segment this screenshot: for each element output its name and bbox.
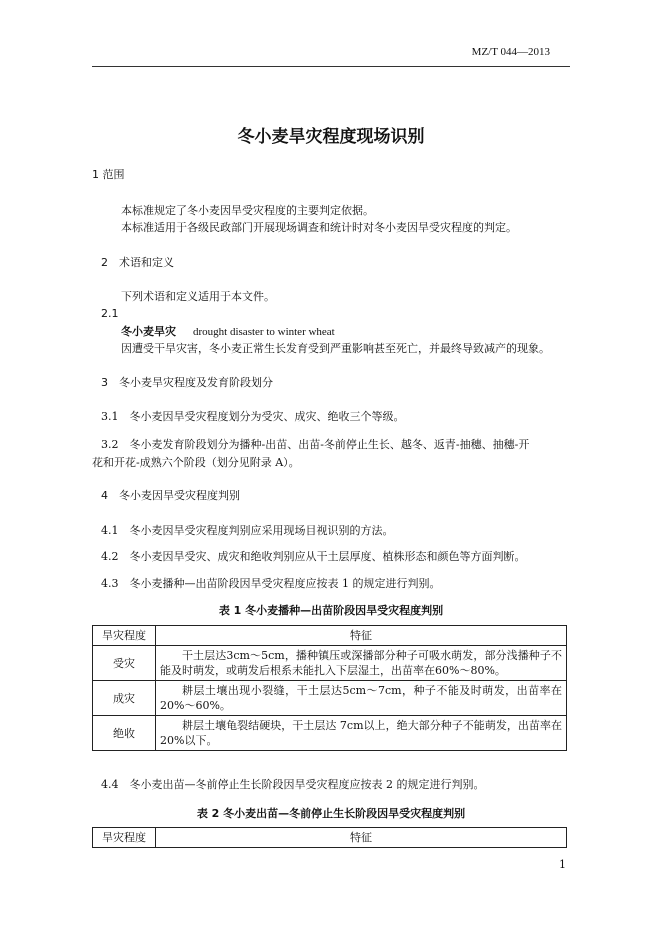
term-english: drought disaster to winter wheat	[193, 326, 335, 338]
clause-4-1: 4.1 冬小麦因旱受灾程度判别应采用现场目视识别的方法。	[101, 524, 394, 537]
table-row	[93, 646, 567, 681]
table-cell-feature: 干土层达3cm～5cm，播种镇压或深播部分种子可吸水萌发，部分浅播种子不能及时萌发，或萌发后根系未能扎入下层湿土，出苗率在60%～80%。	[156, 646, 567, 681]
table-2-col-feature: 特征	[156, 828, 567, 848]
standard-code: MZ/T 044—2013	[471, 46, 550, 58]
clause-4-3: 4.3 冬小麦播种—出苗阶段因旱受灾程度应按表 1 的规定进行判别。	[101, 577, 441, 590]
table-cell-feature: 耕层土壤出现小裂缝，干土层达5cm～7cm，种子不能及时萌发，出苗率在20%～60%。	[156, 681, 567, 716]
section-2-para-1: 下列术语和定义适用于本文件。	[121, 290, 275, 303]
table-1-header-row	[93, 626, 567, 646]
table-cell-feature: 耕层土壤龟裂结硬块，干土层达 7cm以上，绝大部分种子不能萌发，出苗率在20%以下。	[156, 716, 567, 751]
term-definition: 因遭受干旱灾害，冬小麦正常生长发育受到严重影响甚至死亡，并最终导致减产的现象。	[121, 342, 550, 355]
page-number: 1	[559, 858, 566, 871]
section-3-heading: 3 冬小麦旱灾程度及发育阶段划分	[101, 376, 273, 389]
clause-4-2: 4.2 冬小麦因旱受灾、成灾和绝收判别应从干土层厚度、植株形态和颜色等方面判断。	[101, 550, 526, 563]
clause-3-2-line-2: 花和开花-成熟六个阶段（划分见附录 A）。	[92, 456, 300, 469]
section-4-heading: 4 冬小麦因旱受灾程度判别	[101, 489, 240, 502]
table-2-header-row	[93, 828, 567, 848]
table-1-col-level: 旱灾程度	[93, 626, 156, 646]
table-1-col-feature: 特征	[156, 626, 567, 646]
table-2-caption: 表 2 冬小麦出苗—冬前停止生长阶段因旱受灾程度判别	[196, 807, 466, 820]
clause-3-2-line-1: 3.2 冬小麦发育阶段划分为播种-出苗、出苗-冬前停止生长、越冬、返青-抽穗、抽穗-开	[101, 438, 530, 451]
document-title: 冬小麦旱灾程度现场识别	[237, 127, 425, 147]
clause-3-1: 3.1 冬小麦因旱受灾程度划分为受灾、成灾、绝收三个等级。	[101, 410, 405, 423]
table-2-col-level: 旱灾程度	[93, 828, 156, 848]
clause-2-1-number: 2.1	[101, 307, 119, 320]
table-cell-level: 绝收	[93, 716, 156, 751]
section-2-heading: 2 术语和定义	[101, 256, 174, 269]
clause-4-4: 4.4 冬小麦出苗—冬前停止生长阶段因旱受灾程度应按表 2 的规定进行判别。	[101, 778, 485, 791]
section-1-heading: 1 范围	[92, 168, 125, 181]
term-name: 冬小麦旱灾	[121, 325, 176, 338]
table-cell-level: 受灾	[93, 646, 156, 681]
table-row	[93, 681, 567, 716]
table-2	[92, 827, 567, 848]
section-1-para-2: 本标准适用于各级民政部门开展现场调查和统计时对冬小麦因旱受灾程度的判定。	[121, 221, 517, 234]
table-cell-level: 成灾	[93, 681, 156, 716]
table-1	[92, 625, 567, 751]
section-1-para-1: 本标准规定了冬小麦因旱受灾程度的主要判定依据。	[121, 204, 374, 217]
header-rule	[92, 66, 570, 67]
table-row	[93, 716, 567, 751]
table-1-caption: 表 1 冬小麦播种—出苗阶段因旱受灾程度判别	[218, 604, 444, 617]
